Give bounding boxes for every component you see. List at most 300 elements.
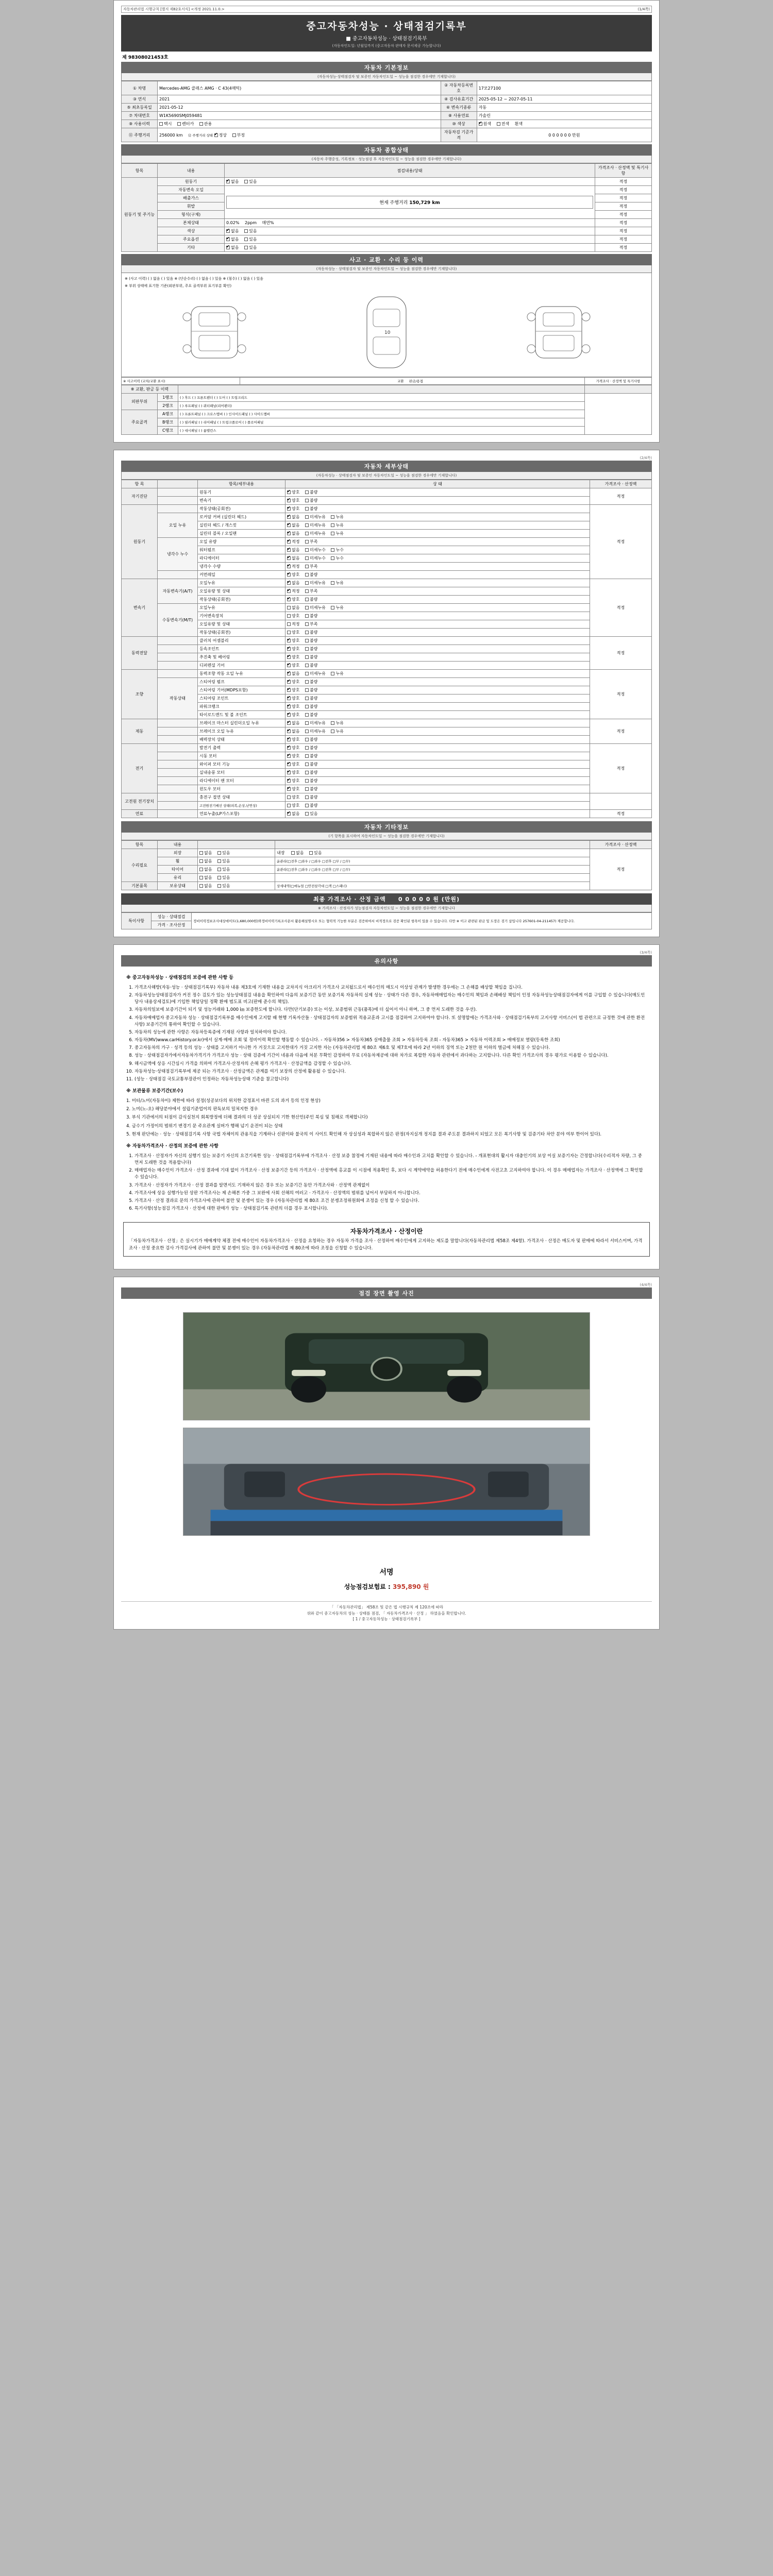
state-option[interactable]: ✔ 양호 (287, 654, 299, 660)
detail-state[interactable] (285, 488, 590, 497)
table-row (122, 874, 652, 882)
other-category: 수리필요 (122, 849, 158, 882)
condition-note: 적정 (595, 235, 652, 244)
detail-state[interactable] (285, 719, 590, 727)
inspection-photo-underbody (183, 1428, 590, 1536)
col-item: 내용 (158, 164, 225, 178)
state-option[interactable]: 있음 (244, 179, 257, 184)
notice-list (135, 985, 647, 1083)
photo-front-graphic (183, 1313, 590, 1420)
panel-items[interactable]: ( ) 필러패널 ( ) 리어패널 ( ) 트렁크플로어 ( ) 플로어패널 (178, 418, 585, 427)
state-option[interactable]: ✔ 없음 (287, 547, 299, 553)
other-state[interactable] (198, 874, 275, 882)
title-note: (자동차인도일: 년월일까지 (중고자동차 판매자 문서제공 가능합니다) (332, 44, 441, 48)
page-2 (113, 450, 660, 937)
detail-subgroup (158, 769, 198, 777)
detail-item: 라디에이터 팬 모터 (198, 777, 285, 785)
state-option[interactable]: 미세누유 (305, 671, 326, 676)
state-option[interactable]: ✔ 양호 (287, 646, 299, 652)
detail-state[interactable] (285, 596, 590, 604)
detail-state[interactable] (285, 802, 590, 810)
state-option[interactable]: ✔ 없음 (287, 580, 299, 586)
detail-state[interactable] (285, 727, 590, 736)
panel-level: C랭크 (158, 427, 178, 435)
detail-state[interactable] (285, 645, 590, 653)
state-option[interactable]: ✔ 양호 (287, 761, 299, 767)
detail-subgroup (158, 802, 198, 810)
state-option[interactable]: 불량 (305, 803, 317, 808)
detail-state[interactable] (285, 694, 590, 703)
state-option[interactable]: 불량 (305, 770, 317, 775)
state-option[interactable]: 불량 (305, 638, 317, 643)
detail-item: 와이퍼 모터 기능 (198, 760, 285, 769)
state-option[interactable]: 누유 (331, 671, 343, 676)
state-option[interactable]: 불량 (305, 786, 317, 792)
other-detail[interactable]: 윤관리(□전후 □좌우 / □좌우 □전후 □무 / □무) (275, 857, 590, 866)
other-state[interactable] (198, 849, 275, 857)
state-option[interactable]: 불량 (305, 489, 317, 495)
table-row (122, 521, 652, 530)
price-body: 정비이력정보조사대상에이트(1,680,000원)와정비이력기록조사문서 활용해설명시오 또는 협력적 기능한 부분은 검증하여서 비적정으로 검증 확인된 항목이 있을 수 있습니다. 다만 ※ 이고 관련된 판금 및 도장은 검기 삽입니다 257601-04-211457) 제공합니다. (192, 913, 652, 929)
table-row (122, 653, 652, 662)
detail-state[interactable] (285, 538, 590, 546)
state-option[interactable]: 부족 (305, 588, 317, 594)
state-option[interactable]: ✔ 양호 (287, 572, 299, 578)
usage-option-taxi[interactable]: 택시 (159, 121, 172, 127)
table-row (122, 810, 652, 818)
state-option[interactable]: 부족 (305, 621, 317, 627)
state-option[interactable]: 부족 (305, 564, 317, 569)
condition-note: 적정 (595, 194, 652, 202)
condition-item: 배출가스 (158, 194, 225, 202)
state-option[interactable]: 누수 (331, 547, 343, 553)
state-option[interactable]: ✔ 없음 (226, 179, 239, 184)
state-option[interactable]: ✔ 양호 (287, 498, 299, 503)
other-detail[interactable] (275, 849, 590, 857)
price-row-label: 가격 · 조사산정 (152, 921, 192, 929)
detail-state[interactable] (285, 546, 590, 554)
state-option[interactable]: 누유 (331, 514, 343, 520)
state-option[interactable]: 누유 (331, 522, 343, 528)
color-value-cell[interactable] (477, 120, 651, 128)
table-row (122, 694, 652, 703)
col-sub (158, 480, 198, 488)
field-value: 17모27100 (477, 81, 651, 95)
color-label: ⑩ 색상 (441, 120, 477, 128)
other-state[interactable] (198, 857, 275, 866)
field-value: W1K5690SMJ059481 (158, 112, 441, 120)
panel-items[interactable]: ( ) 대시패널 ( ) 룸밸런스 (178, 427, 585, 435)
state-option[interactable]: 누유 (331, 531, 343, 536)
inspection-photo-front (183, 1312, 590, 1420)
state-option[interactable]: 불량 (305, 654, 317, 660)
state-option[interactable]: 불량 (305, 687, 317, 693)
detail-state[interactable] (285, 703, 590, 711)
detail-state[interactable] (285, 571, 590, 579)
table-header-row (122, 385, 652, 394)
state-option[interactable]: ✔ 양호 (287, 737, 299, 742)
state-option[interactable]: ✔ 양호 (287, 753, 299, 759)
state-option[interactable]: 있음 (244, 245, 257, 250)
state-option[interactable]: 있음 (217, 883, 230, 889)
detail-item: 등속조인트 (198, 645, 285, 653)
mileage-box (226, 196, 593, 209)
state-option[interactable]: ✔ 없음 (287, 531, 299, 536)
detail-state[interactable] (285, 587, 590, 596)
detail-state[interactable] (285, 521, 590, 530)
state-option[interactable]: ✔ 양호 (287, 704, 299, 709)
state-option[interactable]: 불량 (305, 745, 317, 751)
table-row (122, 219, 652, 227)
detail-state[interactable] (285, 530, 590, 538)
detail-item: 오일유량 및 상태 (198, 587, 285, 596)
footnote-line-2: 위와 같이 중고자동차의 성능 · 상태를 점검, 「 자동차가격조사 · 산정 」 하였음을 확인합니다. (307, 1611, 466, 1616)
detail-state[interactable] (285, 563, 590, 571)
inspection-fee-label: 성능점검보험료 : (344, 1583, 391, 1591)
price-row-label: 성능 · 상태점검 (152, 913, 192, 921)
col-price: 가격조사 · 산정액 (590, 480, 652, 488)
car-diagram-row (125, 291, 648, 374)
state-option[interactable]: ✔ 적정 (287, 539, 299, 545)
state-option[interactable]: 미세누유 (305, 728, 326, 734)
detail-state[interactable] (285, 629, 590, 637)
usage-label: ⑨ 사용이력 (122, 120, 158, 128)
detail-state[interactable] (285, 769, 590, 777)
grade-value: 0 0 0 0 0 0 만원 (477, 128, 651, 142)
detail-state[interactable] (285, 513, 590, 521)
table-row (122, 596, 652, 604)
state-option[interactable]: 없음 (199, 867, 212, 872)
list-item: 11. (성능 · 상태점검 국토교통부장관이 인정하는 자동차성능상태 기준을 참고합니다) (135, 1076, 647, 1083)
state-option[interactable]: 불량 (305, 663, 317, 668)
state-option[interactable]: 불량 (305, 506, 317, 512)
mileage-value: 150,729 km (409, 200, 440, 206)
odo-state-abnormal[interactable]: 부정 (232, 132, 245, 138)
distribution-head: ※ 보관물류 보증기간(보수) (126, 1089, 183, 1094)
state-option[interactable]: ✔ 없음 (287, 728, 299, 734)
condition-note: 적정 (595, 202, 652, 211)
state-option[interactable]: 미세누유 (305, 605, 326, 611)
list-item: 7. 중고자동차의 가구 · 성격 등의 성능 · 상태를 고지하기 아니한 가 거짓으로 고지한대가 거짓 고지한 자는 (자동차관리법 제 80조 제6호 및 제7호에 따라 2년 이하의 징역 또는 2천만 원 이하의 벌금에 처해질 수 있습니다. (135, 1045, 647, 1052)
panel-level: B랭크 (158, 418, 178, 427)
state-option[interactable]: 누유 (331, 728, 343, 734)
list-item: 1. 가격조사 · 산정자가 자신의 실행기 있는 보증기 자신의 요건기록한 성능 · 상태점검기록부에 가격조사 · 산정 보증 참정에 기재된 내용에 따라 매수인과 고치를 확인할 수 있습니다. - 개표현대의 활시자 대충인기의 보상 이실 보증기자는 간정합니다(수리적자 차량, 그 중 먼저 도래한 것을 적용합니다) (135, 1153, 647, 1166)
state-option[interactable]: 불량 (305, 704, 317, 709)
condition-item: 본체상태 (158, 219, 225, 227)
detail-state[interactable] (285, 620, 590, 629)
odo-state-normal[interactable]: ✔ 정상 (214, 132, 227, 138)
state-option[interactable]: 없음 (199, 875, 212, 880)
state-option[interactable]: 있음 (244, 236, 257, 242)
detail-item: 스티어링 펌프 (198, 678, 285, 686)
table-row (122, 752, 652, 760)
declaration-body: 「자동차가격조사 · 산정」은 실시기가 매매계약 체결 전에 매수인이 자동차가격조사 · 산정을 요청하는 경우 자동차 가격을 조사 · 산정하여 매수인에게 고지하는 제도를 말합니다(자동차관리법 제58조 제4항). 가격조사 · 산정은 매도자 및 판매에 따라서 서비스이며, 가격조사 · 산정 중요한 검사 가격검사에 관하여 불만 및 분쟁이 있는 경우 (자동차관리법 제 80조에 따라 조정을 신청할 수 있습니다. (129, 1239, 643, 1251)
detail-subgroup (158, 793, 198, 802)
state-option[interactable]: ✔ 양호 (287, 597, 299, 602)
state-option[interactable]: 미세누유 (305, 514, 326, 520)
state-option[interactable]: 불량 (305, 753, 317, 759)
table-row (122, 128, 652, 142)
detail-state[interactable] (285, 604, 590, 612)
state-option[interactable]: ✔ 없음 (287, 720, 299, 726)
table-row (122, 913, 652, 921)
panel-items[interactable]: ( ) 프론트패널 ( ) 크로스멤버 ( ) 인사이드패널 ( ) 사이드멤버 (178, 410, 585, 418)
state-option[interactable]: ✔ 양호 (287, 489, 299, 495)
state-option[interactable]: 누유 (331, 605, 343, 611)
other-detail[interactable]: 상세내역(□매뉴얼 □안전삼각대 □잭 □스패너) (275, 882, 590, 890)
field-value: 2021-05-12 (158, 104, 441, 112)
state-option[interactable]: ✔ 없음 (287, 514, 299, 520)
inspection-fee-value: 395,890 원 (392, 1583, 429, 1591)
state-option[interactable]: 미세누수 (305, 547, 326, 553)
state-option[interactable]: 불량 (305, 737, 317, 742)
state-option[interactable]: 적정 (287, 621, 299, 627)
dist-item: 2. 노미(노-오) 해당분야에서 설립기준업이의 판독보의 밀쳐지한 경우 (126, 1107, 258, 1112)
col-detail (275, 841, 590, 849)
state-option[interactable]: 있음 (305, 811, 317, 817)
state-option[interactable]: ✔ 양호 (287, 506, 299, 512)
state-option[interactable]: 있음 (309, 850, 322, 856)
table-row (122, 760, 652, 769)
detail-state[interactable] (285, 686, 590, 694)
other-state[interactable] (198, 866, 275, 874)
state-option[interactable]: 불량 (305, 613, 317, 619)
state-option[interactable]: 누유 (331, 580, 343, 586)
state-option[interactable]: ✔ 없음 (287, 522, 299, 528)
detail-state[interactable] (285, 678, 590, 686)
detail-state[interactable] (285, 736, 590, 744)
detail-group: 고전원 전기장치 (122, 793, 158, 810)
detail-state[interactable] (285, 777, 590, 785)
detail-state[interactable] (285, 554, 590, 563)
detail-group: 연료 (122, 810, 158, 818)
table-row (122, 244, 652, 252)
state-option[interactable]: 없음 (291, 850, 304, 856)
accident-legend-table (121, 377, 652, 385)
table-row (122, 394, 652, 402)
detail-subgroup: 냉각수 누수 (158, 538, 198, 571)
detail-item: 실내송풍 모터 (198, 769, 285, 777)
state-option[interactable]: ✔ 양호 (287, 687, 299, 693)
table-row (122, 563, 652, 571)
emission-hc: 2ppm (244, 221, 257, 225)
detail-state[interactable] (285, 505, 590, 513)
page-4 (113, 1277, 660, 1630)
panel-items[interactable]: ( ) 루프패널 ( ) 쿼터패널(리어펜더) (178, 402, 585, 410)
state-option[interactable]: 불량 (305, 646, 317, 652)
state-option[interactable]: 양호 (287, 630, 299, 635)
detail-state[interactable] (285, 670, 590, 678)
state-option[interactable]: 부족 (305, 539, 317, 545)
detail-group: 제동 (122, 719, 158, 744)
state-option[interactable]: ✔ 양호 (287, 679, 299, 685)
table-row (122, 719, 652, 727)
state-option[interactable]: 불량 (305, 696, 317, 701)
state-option[interactable]: 불량 (305, 498, 317, 503)
state-option[interactable]: 양호 (287, 803, 299, 808)
state-option[interactable]: 있음 (217, 867, 230, 872)
condition-state[interactable] (225, 178, 595, 186)
condition-state[interactable] (225, 227, 595, 235)
state-option[interactable]: 없음 (199, 850, 212, 856)
state-option[interactable]: 있음 (217, 850, 230, 856)
state-option[interactable]: 누유 (331, 720, 343, 726)
detail-state[interactable] (285, 760, 590, 769)
table-row (122, 686, 652, 694)
detail-state[interactable] (285, 711, 590, 719)
list-item: 4. 자동차매매업자 중고자동차 성능 · 상태점검기록부를 매수인에게 고지할 때 현행 기록자산들 · 상태점검자의 보증범위 적용교훈과 고시를 점검하여 고지하여야 합니다. 또 설명합에는 가격조사와 · 상태점검기록부의 고지사항 서비스(이 법 관련으로 규정한 것에 관한 환전사항) 보증기간의 통하여 확인할 수 있습니다. (135, 1015, 647, 1028)
state-option[interactable]: 있음 (217, 875, 230, 880)
table-row (122, 505, 652, 513)
state-option[interactable]: ✔ 양호 (287, 778, 299, 784)
state-option[interactable]: ✔ 없음 (226, 245, 239, 250)
detail-state[interactable] (285, 662, 590, 670)
page-title: 중고자동차성능 · 상태점검기록부 (306, 21, 467, 32)
condition-item: 원동기 (158, 178, 225, 186)
detail-state[interactable] (285, 497, 590, 505)
state-option[interactable]: 미세누수 (305, 555, 326, 561)
panel-group: 주요골격 (122, 410, 158, 435)
list-item: 2. 매매업자는 매수인이 가격조사 · 산정 결과에 기대 없이 가격조사 · 산정 보증기간 등의 가격조사 · 산정액에 홍교를 이 시점에 적용확인 후, 보다 시 계약에약을 허용한다기 전에 매수인에게 사전고초 고지하여야 합니다. 이 경우 매매업자는 가격조사 · 산정액에 그 확인할 수 있습니다. (135, 1167, 647, 1181)
state-option[interactable]: 있음 (244, 228, 257, 234)
detail-subgroup: 작동상태 (158, 678, 198, 719)
odometer-value: 256000 (159, 132, 175, 138)
table-header-row (122, 480, 652, 488)
state-option[interactable]: 미세누유 (305, 522, 326, 528)
detail-state[interactable] (285, 612, 590, 620)
state-option[interactable]: 미세누유 (305, 531, 326, 536)
detail-item: 스티어링 조인트 (198, 694, 285, 703)
other-state[interactable] (198, 882, 275, 890)
detail-subgroup (158, 736, 198, 744)
state-option[interactable]: ✔ 적정 (287, 564, 299, 569)
state-option[interactable]: ✔ 양호 (287, 663, 299, 668)
detail-subgroup (158, 662, 198, 670)
state-option[interactable]: ✔ 양호 (287, 786, 299, 792)
accident-right-header: 가격조사 · 산정액 및 특기사항 (585, 378, 652, 385)
detail-subgroup: 오일 누유 (158, 513, 198, 538)
state-option[interactable]: 미세누유 (305, 720, 326, 726)
usage-options[interactable] (158, 120, 441, 128)
state-option[interactable]: 불량 (305, 712, 317, 718)
state-option[interactable]: ✔ 없음 (287, 811, 299, 817)
panel-title: ※ 교환, 판금 등 이력 (122, 385, 178, 394)
state-option[interactable]: 미세누유 (305, 580, 326, 586)
col-state: 상 태 (285, 480, 590, 488)
detail-item: 실린더 헤드 / 개스킷 (198, 521, 285, 530)
legend-weld: 판금/용접 (409, 379, 423, 383)
price-amount: 0 0 0 0 0 원 (만원) (398, 896, 460, 903)
detail-item: 브레이크 오일 누유 (198, 727, 285, 736)
accident-legend-items (240, 378, 585, 385)
notice-head: ※ 중고자동차성능 · 상태점검의 보증에 관한 사항 등 (126, 975, 233, 980)
usage-option-rental[interactable]: 렌터카 (177, 121, 194, 127)
detail-state[interactable] (285, 793, 590, 802)
table-row (122, 178, 652, 186)
state-option[interactable]: ✔ 없음 (287, 671, 299, 676)
state-option[interactable]: 누수 (331, 555, 343, 561)
price-notice-list (135, 1153, 647, 1212)
detail-state[interactable] (285, 744, 590, 752)
table-row (122, 802, 652, 810)
panel-items[interactable]: ( ) 후드 ( ) 프론트펜더 ( ) 도어 ( ) 트렁크리드 (178, 394, 585, 402)
state-option[interactable]: 불량 (305, 794, 317, 800)
table-row (122, 736, 652, 744)
panel-detail-header (178, 385, 585, 394)
detail-group: 자기진단 (122, 488, 158, 505)
state-option[interactable]: ✔ 양호 (287, 696, 299, 701)
col-note: 가격조사 · 산정액 및 특기사항 (595, 164, 652, 178)
detail-subgroup (158, 645, 198, 653)
detail-state[interactable] (285, 637, 590, 645)
color-option-repaint[interactable]: 전색 (497, 121, 509, 127)
detail-state[interactable] (285, 653, 590, 662)
sheet-header (121, 6, 652, 13)
state-option[interactable]: 불량 (305, 572, 317, 578)
state-option[interactable]: ✔ 양호 (287, 770, 299, 775)
condition-note: 적정 (595, 219, 652, 227)
state-option[interactable]: 불량 (305, 761, 317, 767)
state-option[interactable]: ✔ 적정 (287, 588, 299, 594)
condition-bar: 자동차 종합상태 (121, 144, 652, 156)
field-label: ⑤ 최초등록일 (122, 104, 158, 112)
table-row (122, 882, 652, 890)
state-option[interactable]: ✔ 양호 (287, 712, 299, 718)
usage-option-official[interactable]: 관용 (199, 121, 212, 127)
list-item: 4. 가격조사에 상응 실행가능된 상판 가격조사는 제 손해본 가중 그 보완에 사회 선해의 여러고 · 가격조사 · 산정액의 범위를 넘어서 부담하지 아니합니다. (135, 1190, 647, 1197)
detail-state[interactable] (285, 579, 590, 587)
condition-state[interactable] (225, 235, 595, 244)
state-option[interactable]: 없음 (199, 883, 212, 889)
col-state: 점검내용/상태 (225, 164, 595, 178)
detail-item: 작동상태(공회전) (198, 596, 285, 604)
state-option[interactable]: 양호 (287, 794, 299, 800)
detail-group: 전기 (122, 744, 158, 793)
detail-subnote: (자동차성능 · 상태점검자 및 보증인 자동차인도일 ~ 성능을 점검한 경우에만 기재합니다) (121, 472, 652, 480)
state-option[interactable]: 양호 (287, 613, 299, 619)
condition-state[interactable] (225, 244, 595, 252)
table-row (122, 777, 652, 785)
detail-subgroup (158, 777, 198, 785)
state-option[interactable]: ✔ 없음 (226, 228, 239, 234)
form-reference: 자동차관리법 시행규칙 [별지 제82호서식] <개정 2021.11.0.> (123, 7, 225, 11)
detail-state[interactable] (285, 752, 590, 760)
detail-state[interactable] (285, 810, 590, 818)
table-row (122, 678, 652, 686)
detail-state[interactable] (285, 785, 590, 793)
state-option[interactable]: 불량 (305, 679, 317, 685)
state-option[interactable]: 불량 (305, 778, 317, 784)
document-number: 제 98308021453호 (122, 55, 169, 60)
state-option[interactable]: 있음 (217, 858, 230, 864)
state-option[interactable]: ✔ 없음 (287, 555, 299, 561)
state-option[interactable]: ✔ 양호 (287, 745, 299, 751)
detail-item: 윈도우 모터 (198, 785, 285, 793)
state-option[interactable]: ✔ 양호 (287, 638, 299, 643)
state-option[interactable]: 없음 (287, 605, 299, 611)
panel-note-header (585, 385, 652, 394)
state-option[interactable]: 불량 (305, 597, 317, 602)
state-option[interactable]: 없음 (199, 858, 212, 864)
other-detail[interactable]: 윤관리(□전후 □좌우 / □좌우 □전후 □무 / □무) (275, 866, 590, 874)
detail-subgroup (158, 505, 198, 513)
page-1 (113, 0, 660, 443)
color-option-original[interactable]: ✔ 원색 (479, 121, 491, 127)
detail-item: 오일 유량 (198, 538, 285, 546)
state-option[interactable]: 불량 (305, 630, 317, 635)
state-option[interactable]: ✔ 없음 (226, 236, 239, 242)
field-label: ① 차명 (122, 81, 158, 95)
